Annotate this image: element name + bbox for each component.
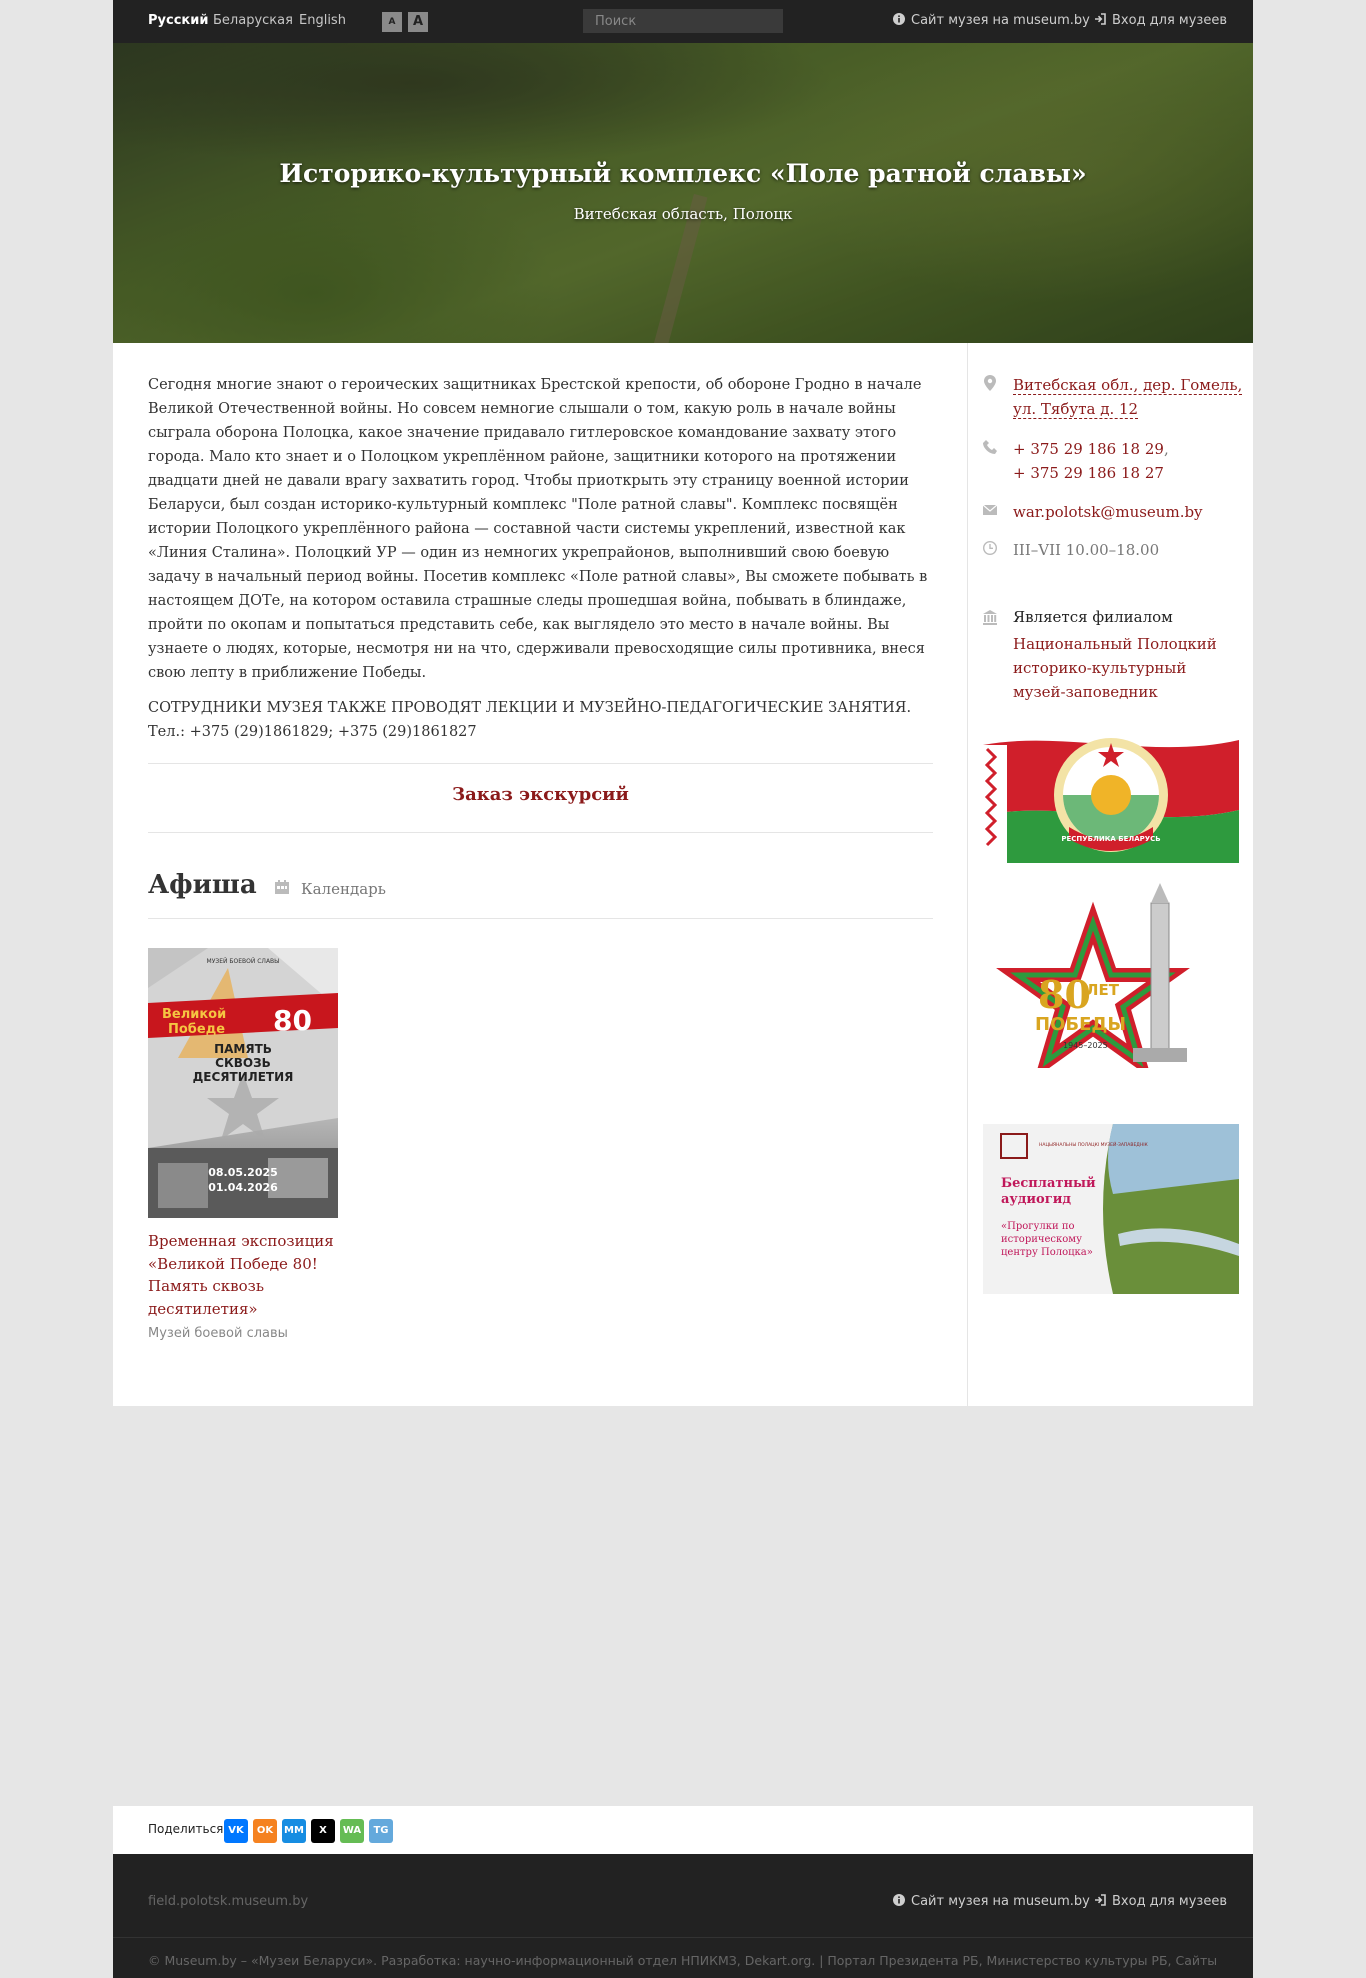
- font-decrease-button[interactable]: A: [382, 12, 402, 32]
- share-whatsapp-button[interactable]: WA: [340, 1819, 364, 1843]
- page-title: Историко-культурный комплекс «Поле ратной славы»: [279, 159, 1087, 188]
- event-title-link[interactable]: Временная экспозиция «Великой Победе 80! Память сквозь десятилетия»: [148, 1232, 334, 1318]
- login-icon: [1094, 1894, 1106, 1906]
- coat-of-arms-banner[interactable]: [983, 735, 1239, 863]
- museum-site-link[interactable]: [893, 13, 1090, 28]
- phone-link-1[interactable]: [1013, 437, 1169, 461]
- mail-icon: [983, 502, 997, 518]
- share-x-button[interactable]: X: [311, 1819, 335, 1843]
- poster-line-3: ДЕСЯТИЛЕТИЯ: [192, 1070, 294, 1084]
- lang-russian[interactable]: Русский: [148, 13, 209, 28]
- victory-80-word-1: ЛЕТ: [1086, 981, 1119, 999]
- footer-copyright: © Museum.by – «Музеи Беларуси». Разработка: научно-информационный отдел НПИКМЗ, Dekart.org. | Портал Президента РБ, Министерство культуры РБ, Сайты: [148, 1953, 1218, 1968]
- lang-english[interactable]: English: [299, 13, 346, 28]
- event-place: Музей боевой славы: [148, 1326, 288, 1341]
- phone-separator: ,: [1163, 440, 1169, 458]
- poster-word-1: Великой: [162, 1007, 227, 1022]
- museum-icon: [983, 609, 997, 625]
- email-link[interactable]: war.polotsk@museum.by: [1013, 503, 1203, 521]
- victory-80-word-2: ПОБЕДЫ: [1035, 1014, 1127, 1035]
- lang-belarusian[interactable]: Беларуская: [213, 13, 293, 28]
- share-label: Поделиться: [148, 1822, 224, 1836]
- poster-word-2: Победе: [168, 1022, 226, 1037]
- audio-guide-title-1: Бесплатный: [1001, 1176, 1096, 1191]
- main-content: [113, 343, 1253, 1406]
- phone-icon: [983, 439, 997, 455]
- address-link[interactable]: [1013, 373, 1243, 421]
- divider: [148, 918, 933, 919]
- poster-line-1: ПАМЯТЬ: [214, 1042, 272, 1056]
- staff-note: СОТРУДНИКИ МУЗЕЯ ТАКЖЕ ПРОВОДЯТ ЛЕКЦИИ И МУЗЕЙНО-ПЕДАГОГИЧЕСКИЕ ЗАНЯТИЯ.: [148, 700, 912, 716]
- map-pin-icon: [983, 375, 997, 391]
- museum-description: Сегодня многие знают о героических защитниках Брестской крепости, об обороне Гродно в начале Великой Отечественной войны. Но совсем немногие слышали о том, какую роль в начале войны сыграла оборона Полоцка, какое значение придавало гитлеровское командование захвату этого города. Мало кто знает и о Полоцком укреплённом районе, защитники которого на протяжении двадцати дней не давали врагу захватить город. Чтобы приоткрыть эту страницу военной истории Беларуси, был создан историко-культурный комплекс "Поле ратной славы". Комплекс посвящён истории Полоцкого укреплённого района — составной части системы укреплений, известной как «Линия Сталина». Полоцкий УР — один из немногих укрепрайонов, выполнивший свою боевую задачу в начальный период войны. Посетив комплекс «Поле ратной славы», Вы сможете побывать в настоящем ДОТе, на котором оставила страшные следы прошедшая война, побывать в блиндаже, пройти по окопам и попытаться представить себе, как выглядело это место в начале войны. Вы узнаете о людях, которые, несмотря ни на что, сдерживали превосходящие силы противника, внеся свою лепту в приближение Победы.: [148, 377, 928, 681]
- poster-date-1: 08.05.2025: [208, 1166, 278, 1179]
- audio-guide-sub-2: историческому: [1001, 1234, 1082, 1245]
- calendar-icon: [275, 880, 289, 894]
- phone-note: Тел.: +375 (29)1861829; +375 (29)1861827: [148, 724, 477, 740]
- phone-link-2[interactable]: + 375 29 186 18 27: [1013, 464, 1164, 482]
- share-telegram-button[interactable]: TG: [369, 1819, 393, 1843]
- victory-80-years: 1945–2025: [1063, 1041, 1108, 1050]
- search-input[interactable]: [583, 9, 783, 33]
- footer-museum-site-link[interactable]: [893, 1894, 1090, 1909]
- branch-museum-link[interactable]: Национальный Полоцкий историко-культурный музей-заповедник: [1013, 635, 1217, 701]
- footer-login-link[interactable]: [1094, 1894, 1227, 1909]
- audio-guide-sub-3: центру Полоцка»: [1001, 1247, 1093, 1258]
- audio-guide-logo-text: НАЦЫЯНАЛЬНЫ ПОЛАЦКІ МУЗЕЙ-ЗАПАВЕДНІК: [1039, 1143, 1148, 1148]
- login-link[interactable]: [1094, 13, 1227, 28]
- phone-1: + 375 29 186 18 29: [1013, 440, 1164, 458]
- clock-icon: [983, 540, 997, 556]
- footer-museum-site-label: Сайт музея на museum.by: [911, 1894, 1090, 1909]
- event-poster-art: [148, 948, 338, 1218]
- victory-80-art: [983, 883, 1239, 1068]
- order-excursion-button[interactable]: Заказ экскурсий: [452, 784, 629, 805]
- afisha-heading: Афиша: [148, 870, 257, 900]
- font-increase-button[interactable]: A: [408, 12, 428, 32]
- divider: [148, 763, 933, 764]
- museum-site-link-label: Сайт музея на museum.by: [911, 13, 1090, 28]
- hero-overlay: [113, 43, 1253, 343]
- page-subtitle: Витебская область, Полоцк: [573, 205, 793, 223]
- footer-domain-link[interactable]: field.polotsk.museum.by: [148, 1894, 309, 1909]
- info-icon: [893, 13, 905, 25]
- opening-hours: III–VII 10.00–18.00: [1013, 541, 1160, 559]
- share-ok-button[interactable]: OK: [253, 1819, 277, 1843]
- calendar-link[interactable]: Календарь: [301, 880, 386, 898]
- poster-head: МУЗЕЙ БОЕВОЙ СЛАВЫ: [206, 958, 280, 965]
- audio-guide-title-2: аудиогид: [1001, 1192, 1071, 1207]
- hero-banner: [113, 43, 1253, 343]
- share-mailru-button[interactable]: MM: [282, 1819, 306, 1843]
- coat-of-arms-art: [983, 735, 1239, 863]
- share-vk-button[interactable]: VK: [224, 1819, 248, 1843]
- info-icon: [893, 1894, 905, 1906]
- audio-guide-art: [983, 1124, 1239, 1294]
- coat-ribbon-text: РЕСПУБЛИКА БЕЛАРУСЬ: [1061, 835, 1161, 843]
- poster-number: 80: [273, 1004, 312, 1037]
- poster-date-2: 01.04.2026: [208, 1181, 278, 1194]
- share-bar: [113, 1806, 1253, 1854]
- event-poster[interactable]: [148, 948, 338, 1218]
- login-icon: [1094, 13, 1106, 25]
- victory-80-number: 80: [1038, 972, 1091, 1017]
- divider: [148, 832, 933, 833]
- footer-divider: [113, 1937, 1253, 1938]
- address-text: Витебская обл., дер. Гомель, ул. Тябута д. 12: [1013, 376, 1243, 418]
- login-link-label: Вход для музеев: [1112, 13, 1228, 28]
- sidebar-divider: [967, 343, 968, 1406]
- footer-login-label: Вход для музеев: [1112, 1894, 1228, 1909]
- poster-line-2: СКВОЗЬ: [215, 1056, 271, 1070]
- top-bar: [113, 0, 1253, 43]
- staff-note-block: [148, 696, 937, 744]
- branch-label: Является филиалом: [1013, 608, 1173, 626]
- audio-guide-banner[interactable]: [983, 1124, 1239, 1294]
- audio-guide-sub-1: «Прогулки по: [1001, 1221, 1075, 1232]
- victory-80-banner[interactable]: [983, 883, 1239, 1068]
- footer: [113, 1854, 1253, 1978]
